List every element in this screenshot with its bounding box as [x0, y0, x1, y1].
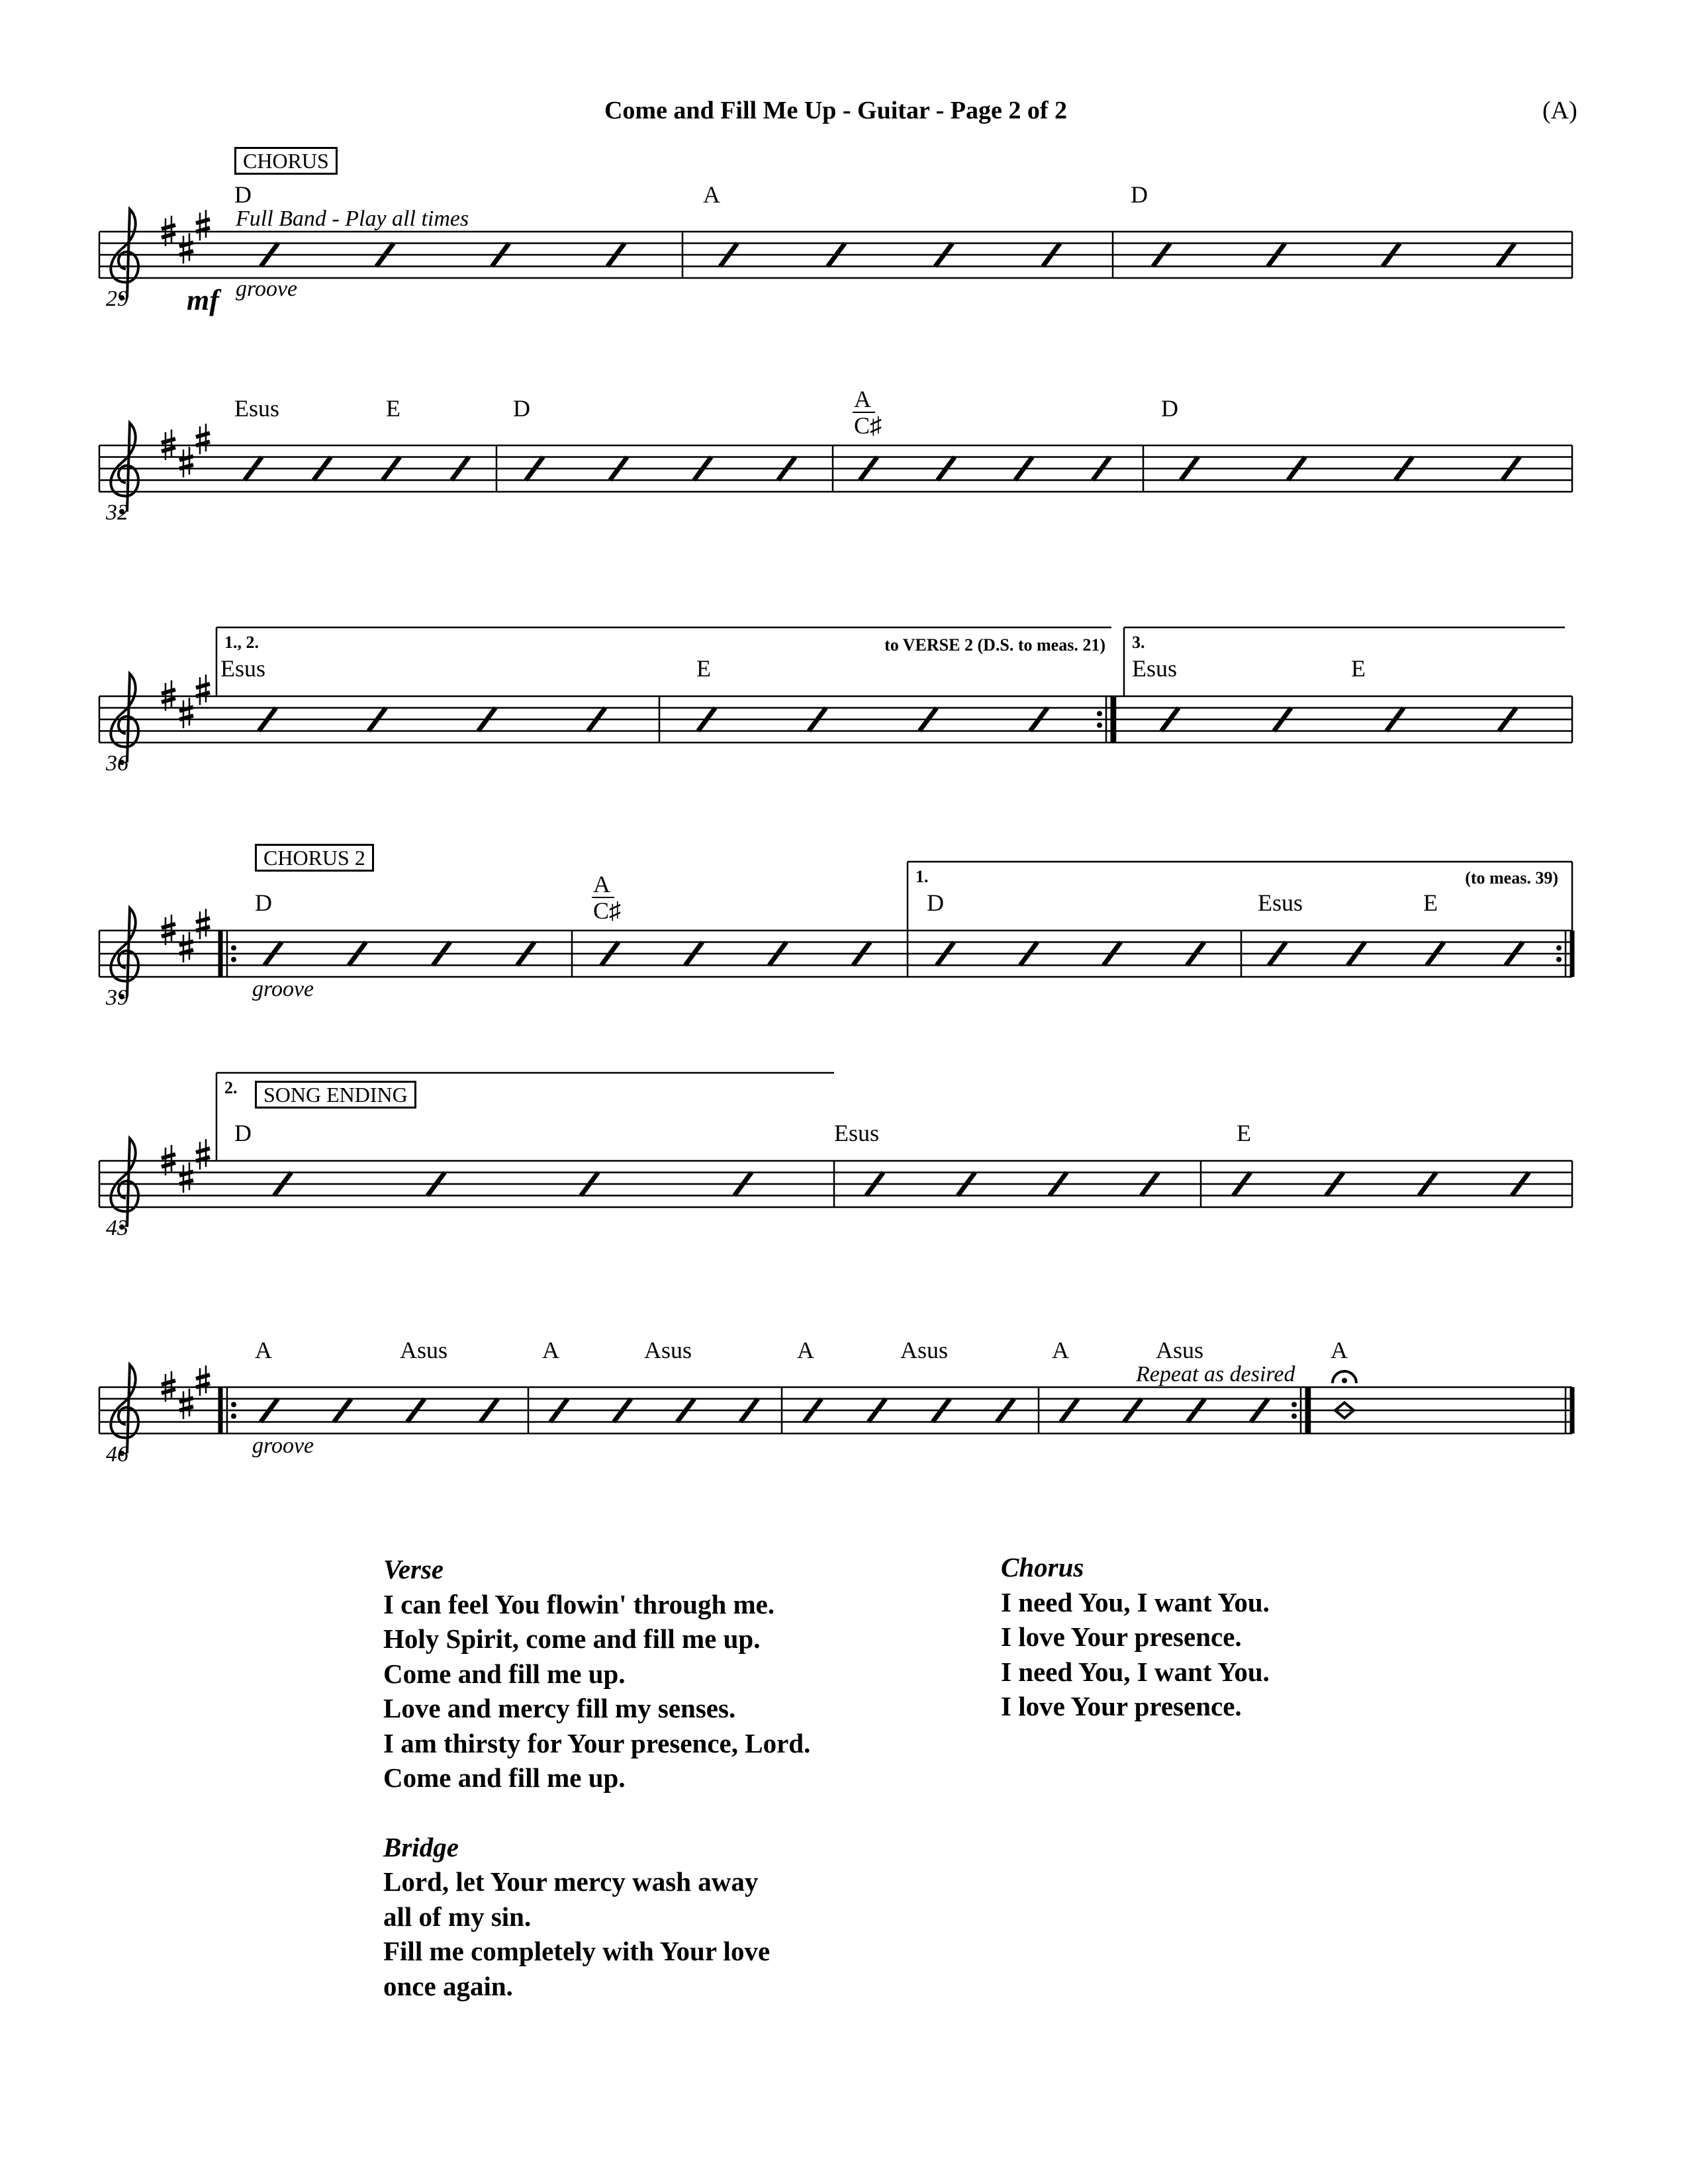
- chord-symbol: D: [513, 395, 530, 422]
- sharp-icon: [179, 698, 193, 728]
- lyric-line: all of my sin.: [383, 1901, 532, 1932]
- treble-clef-icon: [111, 674, 138, 762]
- lyric-line: Come and fill me up.: [383, 1762, 626, 1793]
- repeat-dot: [1097, 711, 1102, 716]
- lyric-line: I love Your presence.: [1001, 1621, 1242, 1652]
- lyric-line: I can feel You flowin' through me.: [383, 1588, 775, 1619]
- measure-number: 39: [106, 985, 128, 1010]
- performance-direction: Full Band - Play all times: [236, 206, 469, 231]
- chord-symbol: Asus: [900, 1337, 949, 1363]
- treble-clef-icon: [111, 209, 138, 298]
- chord-symbol: A: [255, 1337, 272, 1363]
- chord-symbol: Esus: [234, 395, 280, 422]
- chord-symbol: E: [1423, 889, 1438, 916]
- lyric-line: I am thirsty for Your presence, Lord.: [383, 1727, 811, 1758]
- chord-symbol: D: [234, 1120, 252, 1146]
- chord-symbol: A: [797, 1337, 814, 1363]
- rehearsal-mark: SONG ENDING: [255, 1081, 416, 1109]
- volta-label: 1., 2.: [224, 633, 259, 652]
- chord-symbol: D: [927, 889, 944, 916]
- chord-symbol: E: [1237, 1120, 1251, 1146]
- chord-symbol: Esus: [1132, 655, 1178, 682]
- measure-number: 43: [106, 1216, 128, 1240]
- repeat-dot: [1556, 945, 1562, 950]
- repeat-dot: [1291, 1402, 1297, 1407]
- measure-number: 29: [106, 287, 128, 311]
- sharp-icon: [179, 932, 193, 962]
- treble-clef-icon: [111, 423, 138, 512]
- chorus-heading: Chorus: [1001, 1552, 1084, 1582]
- chord-symbol: Esus: [1258, 889, 1303, 916]
- bridge-heading: Bridge: [383, 1831, 459, 1862]
- lyric-line: Come and fill me up.: [383, 1658, 626, 1689]
- chord-symbol: Asus: [1156, 1337, 1204, 1363]
- chord-slash-top: A: [854, 386, 871, 412]
- page-title: Come and Fill Me Up - Guitar - Page 2 of 2: [604, 97, 1068, 124]
- volta-label: 2.: [224, 1078, 238, 1097]
- repeat-dot: [1097, 723, 1102, 728]
- chord-symbol: E: [1351, 655, 1366, 682]
- sharp-icon: [196, 1365, 210, 1396]
- measure-number: 46: [106, 1442, 128, 1467]
- key-label: (A): [1542, 97, 1577, 124]
- measure-number: 36: [106, 751, 128, 776]
- rehearsal-mark: CHORUS: [234, 147, 338, 175]
- verse-heading: Verse: [383, 1554, 444, 1584]
- chord-symbol: D: [1131, 181, 1148, 208]
- sharp-icon: [196, 674, 210, 705]
- repeat-dot: [231, 957, 236, 962]
- chord-symbol: Esus: [834, 1120, 880, 1146]
- sharp-icon: [179, 447, 193, 477]
- lyric-line: once again.: [383, 1970, 513, 2001]
- sharp-icon: [196, 1139, 210, 1169]
- jump-instruction: to VERSE 2 (D.S. to meas. 21): [884, 635, 1105, 655]
- jump-instruction: (to meas. 39): [1465, 868, 1558, 887]
- chord-symbol: Asus: [400, 1337, 448, 1363]
- chord-symbol: A: [1052, 1337, 1069, 1363]
- treble-clef-icon: [111, 1365, 138, 1453]
- volta-label: 1.: [915, 867, 929, 886]
- fermata-dot: [1342, 1378, 1347, 1383]
- sharp-icon: [179, 1162, 193, 1193]
- repeat-dot: [231, 1402, 236, 1407]
- repeat-dot: [1556, 957, 1562, 962]
- sharp-icon: [196, 909, 210, 939]
- chord-slash-top: A: [593, 871, 610, 897]
- chord-symbol: D: [1161, 395, 1178, 422]
- chord-slash-bass: C♯: [854, 412, 882, 439]
- lyric-line: Lord, let Your mercy wash away: [383, 1866, 759, 1897]
- treble-clef-icon: [111, 908, 138, 997]
- style-marking: groove: [252, 977, 314, 1001]
- chord-slash-bass: C♯: [593, 897, 622, 924]
- rehearsal-mark: CHORUS 2: [255, 844, 374, 872]
- style-marking: groove: [252, 1433, 314, 1458]
- volta-label: 3.: [1132, 633, 1145, 652]
- lyric-line: Holy Spirit, come and fill me up.: [383, 1623, 761, 1654]
- lyric-line: I love Your presence.: [1001, 1691, 1242, 1721]
- chord-symbol: E: [696, 655, 711, 682]
- sharp-icon: [179, 1388, 193, 1419]
- repeat-dot: [1291, 1414, 1297, 1419]
- style-marking: groove: [236, 277, 298, 301]
- chord-symbol: Esus: [220, 655, 266, 682]
- repeat-dot: [231, 945, 236, 950]
- sharp-icon: [196, 424, 210, 454]
- chord-symbol: A: [703, 181, 720, 208]
- chord-symbol: D: [255, 889, 272, 916]
- repeat-dot: [231, 1414, 236, 1419]
- chord-symbol: A: [1331, 1337, 1348, 1363]
- lyric-line: Fill me completely with Your love: [383, 1936, 771, 1966]
- chord-symbol: D: [234, 181, 252, 208]
- sharp-icon: [196, 210, 210, 240]
- sharp-icon: [179, 233, 193, 263]
- chord-symbol: A: [542, 1337, 559, 1363]
- performance-direction: Repeat as desired: [1136, 1362, 1295, 1387]
- chord-symbol: E: [386, 395, 400, 422]
- lyric-line: Love and mercy fill my senses.: [383, 1693, 736, 1723]
- measure-number: 32: [106, 500, 128, 525]
- chord-symbol: Asus: [644, 1337, 692, 1363]
- lyric-line: I need You, I want You.: [1001, 1586, 1270, 1617]
- dynamic-marking: mf: [187, 284, 219, 316]
- treble-clef-icon: [111, 1138, 138, 1227]
- lyric-line: I need You, I want You.: [1001, 1656, 1270, 1687]
